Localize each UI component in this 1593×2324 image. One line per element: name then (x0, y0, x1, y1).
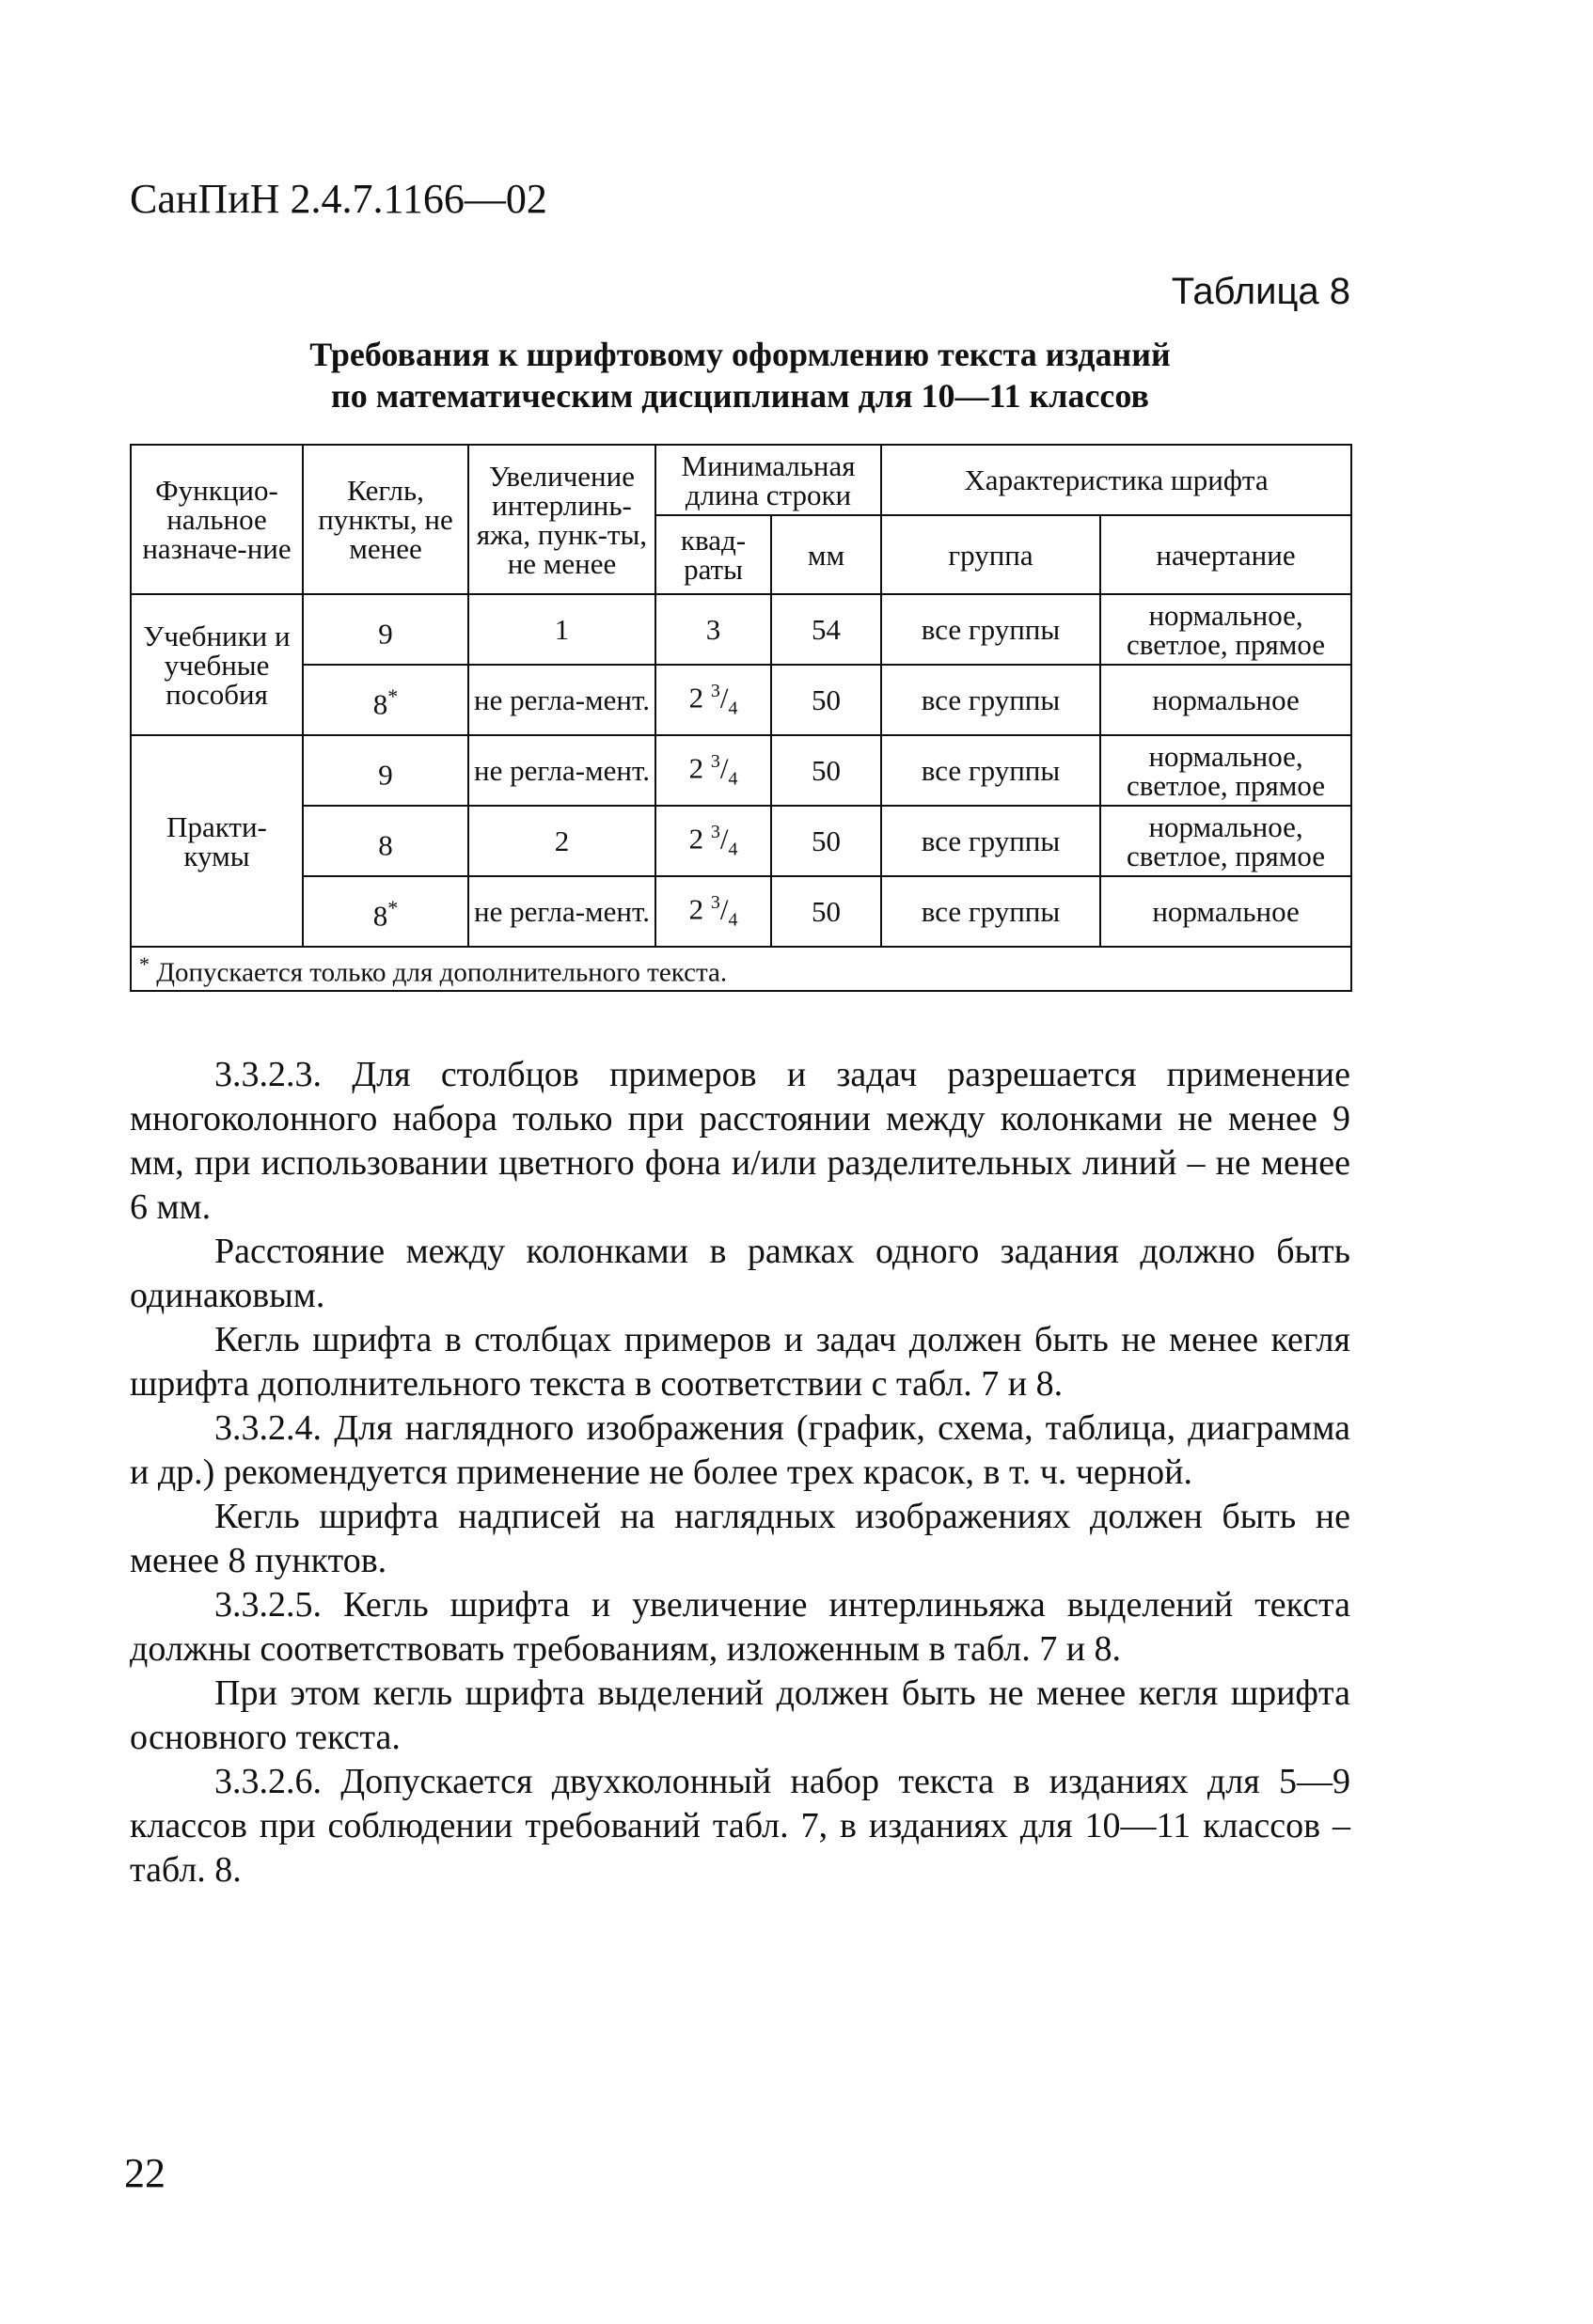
font-group-cell: все группы (881, 594, 1100, 665)
table-label: Таблица 8 (1171, 271, 1350, 312)
paragraph: 3.3.2.5. Кегль шрифта и увеличение интерлиньяжа выделений текста должны соответствовать требованиям, изложенным в табл. 7 и 8. (130, 1585, 1350, 1669)
paragraph: 3.3.2.4. Для наглядного изображения (график, схема, таблица, диаграмма и др.) рекомендуется применение не более трех красок, в т. ч. черной. (130, 1408, 1350, 1492)
header-font-group: группа (881, 515, 1100, 594)
table-header-row (131, 445, 1351, 515)
header-font-char: Характеристика шрифта (881, 445, 1351, 515)
quad-cell (655, 735, 771, 806)
quad-whole: 2 (688, 681, 704, 714)
body-text (130, 1053, 1350, 1892)
font-style-cell: нормальное, светлое, прямое (1100, 594, 1351, 665)
size-cell (303, 665, 468, 735)
paragraph: При этом кегль шрифта выделений должен быть не менее кегля шрифта основного текста. (130, 1673, 1350, 1757)
quad-numerator: 3 (710, 821, 720, 842)
font-requirements-table (130, 444, 1352, 992)
document-code: СанПиН 2.4.7.1166—02 (130, 176, 547, 222)
font-style-cell: нормальное, светлое, прямое (1100, 806, 1351, 876)
paragraph: Кегль шрифта в столбцах примеров и задач должен быть не менее кегля шрифта дополнительного текста в соответствии с табл. 7 и 8. (130, 1320, 1350, 1404)
table-title (130, 334, 1350, 416)
font-group-cell: все группы (881, 665, 1100, 735)
font-group-cell: все группы (881, 806, 1100, 876)
quad-whole: 2 (688, 822, 704, 856)
size-cell (303, 806, 468, 876)
table-body (131, 445, 1351, 947)
quad-cell (655, 806, 771, 876)
header-purpose: Функцио-нальное назначе-ние (131, 445, 303, 594)
size-value: 9 (378, 758, 393, 792)
table-row (131, 806, 1351, 876)
fraction-slash: / (719, 751, 729, 785)
mm-cell: 50 (771, 735, 881, 806)
size-value: 8 (372, 899, 388, 933)
fraction-slash: / (719, 681, 729, 714)
quad-whole: 2 (688, 892, 704, 926)
table-row (131, 876, 1351, 947)
footnote (131, 947, 1351, 991)
leading-cell: не регла-мент. (468, 876, 655, 947)
header-font-style: начертание (1100, 515, 1351, 594)
quad-cell (655, 665, 771, 735)
footnote-row (131, 947, 1351, 991)
leading-cell: 1 (468, 594, 655, 665)
header-leading: Увеличение интерлинь-яжа, пунк-ты, не менее (468, 445, 655, 594)
mm-cell: 50 (771, 876, 881, 947)
paragraph: 3.3.2.6. Допускается двухколонный набор текста в изданиях для 5—9 классов при соблюдении требований табл. 7, в изданиях для 10—11 классов – табл. 8. (130, 1762, 1350, 1890)
quad-numerator: 3 (710, 750, 720, 772)
font-style-cell: нормальное (1100, 876, 1351, 947)
quad-whole: 3 (705, 613, 721, 646)
table-title-line-2: по математическим дисциплинам для 10—11 классов (331, 377, 1149, 415)
leading-cell: не регла-мент. (468, 735, 655, 806)
fraction-slash: / (719, 822, 729, 856)
size-cell (303, 594, 468, 665)
size-footnote-mark: * (387, 683, 399, 708)
font-style-cell: нормальное (1100, 665, 1351, 735)
group-name-cell: Учебники и учебные пособия (131, 594, 303, 735)
quad-numerator: 3 (710, 891, 720, 913)
table-row (131, 665, 1351, 735)
footnote-mark: * (139, 952, 150, 976)
font-group-cell: все группы (881, 876, 1100, 947)
quad-denominator: 4 (728, 768, 738, 790)
paragraph: Расстояние между колонками в рамках одного задания должно быть одинаковым. (130, 1232, 1350, 1315)
size-value: 8 (372, 687, 388, 721)
header-min-line-mm: мм (771, 515, 881, 594)
quad-numerator: 3 (710, 680, 720, 701)
group-name-cell: Практи-кумы (131, 735, 303, 947)
mm-cell: 54 (771, 594, 881, 665)
page-number: 22 (124, 2150, 166, 2196)
size-cell (303, 876, 468, 947)
fraction-slash: / (719, 892, 729, 926)
header-min-line-quad: квад-раты (655, 515, 771, 594)
leading-cell: 2 (468, 806, 655, 876)
table-row (131, 735, 1351, 806)
size-value: 8 (378, 828, 393, 862)
paragraph: 3.3.2.3. Для столбцов примеров и задач разрешается применение многоколонного набора только при расстоянии между колонками не менее 9 мм, при использовании цветного фона и/или разделительных линий – не менее 6 мм. (130, 1055, 1350, 1227)
leading-cell: не регла-мент. (468, 665, 655, 735)
header-min-line: Минимальная длина строки (655, 445, 881, 515)
quad-denominator: 4 (728, 839, 738, 860)
quad-cell (655, 594, 771, 665)
size-value: 9 (378, 617, 393, 651)
paragraph: Кегль шрифта надписей на наглядных изображениях должен быть не менее 8 пунктов. (130, 1497, 1350, 1580)
font-group-cell: все группы (881, 735, 1100, 806)
mm-cell: 50 (771, 806, 881, 876)
quad-denominator: 4 (728, 909, 738, 931)
font-style-cell: нормальное, светлое, прямое (1100, 735, 1351, 806)
header-size: Кегль, пункты, не менее (303, 445, 468, 594)
table-title-line-1: Требования к шрифтовому оформлению текста изданий (309, 336, 1171, 373)
quad-denominator: 4 (728, 698, 738, 719)
size-cell (303, 735, 468, 806)
quad-whole: 2 (688, 751, 704, 785)
footnote-text: Допускается только для дополнительного текста. (150, 957, 728, 988)
mm-cell: 50 (771, 665, 881, 735)
table-row (131, 594, 1351, 665)
quad-cell (655, 876, 771, 947)
size-footnote-mark: * (387, 895, 399, 919)
